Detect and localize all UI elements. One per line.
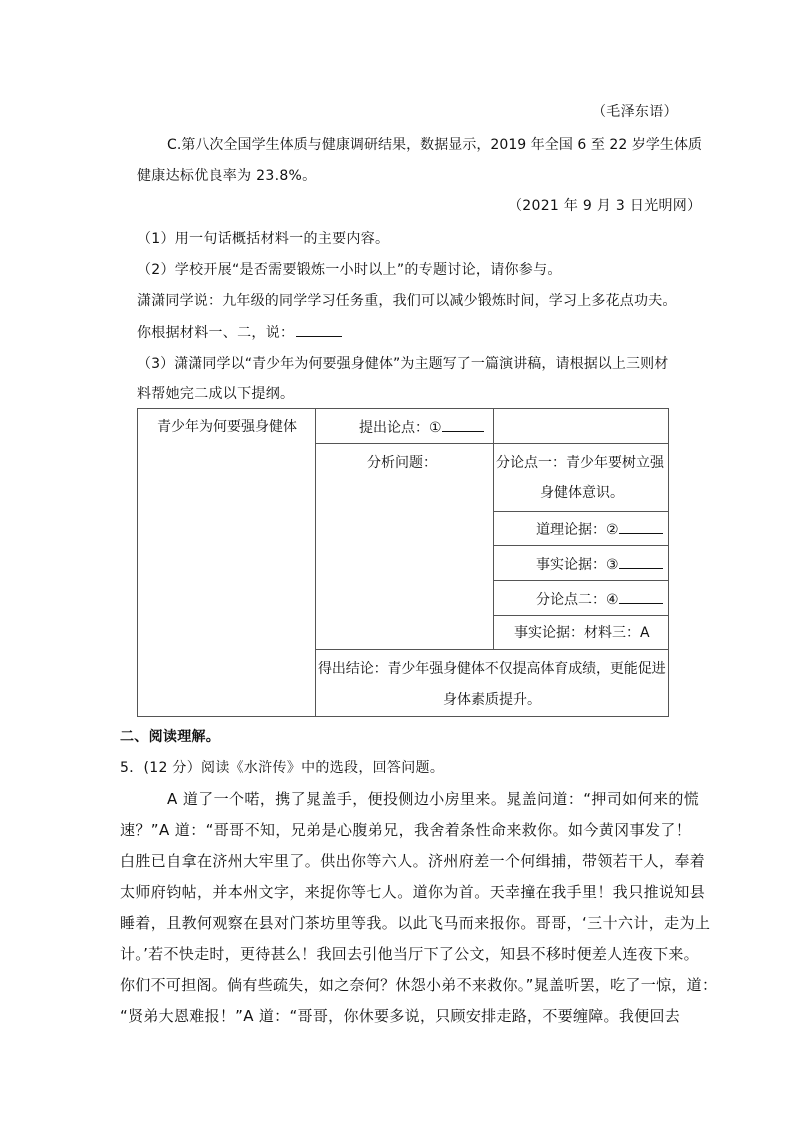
fact-blank[interactable]: [619, 554, 663, 569]
question-3-line2: 料帮她完二成以下提纲。: [137, 386, 295, 402]
fact-label: 事实论据：③: [536, 557, 619, 573]
reason-label: 道理论据：②: [536, 522, 619, 538]
fact-cell: [536, 554, 663, 575]
passage-line: 速？”A 道：“哥哥不知，兄弟是心腹弟兄，我舍着条性命来救你。如今黄冈事发了！: [120, 821, 692, 839]
passage-line: 白胜已自拿在济州大牢里了。供出你等六人。济州府差一个何缉捕，带领若干人，奉着: [120, 852, 706, 870]
question-2-prompt: [137, 322, 342, 343]
passage-line: A 道了一个喏，携了晁盖手，便投侧边小房里来。晁盖问道：“押司如何来的慌: [167, 790, 700, 808]
sub-point-2-blank[interactable]: [619, 589, 663, 604]
table-divider: [493, 615, 668, 616]
fact-2-label: 事实论据：材料三：A: [514, 625, 650, 641]
passage-line: 你们不可担阁。倘有些疏失，如之奈何？休怨小弟不来救你。”晁盖听罢，吃了一惊，道：: [120, 976, 718, 994]
table-divider: [315, 649, 668, 650]
table-divider: [493, 511, 668, 512]
conclusion-line1: 得出结论：青少年强身健体不仅提高体育成绩，更能促进: [318, 661, 666, 677]
outline-table: [137, 408, 669, 717]
material-c-line2: 健康达标优良率为 23.8%。: [137, 168, 317, 184]
thesis-label: 提出论点：①: [359, 420, 442, 436]
thesis-blank[interactable]: [442, 417, 484, 432]
reason-cell: [536, 519, 663, 540]
passage-line: 太师府钧帖，并本州文字，来捉你等七人。道你为首。天幸撞在我手里！我只推说知县: [120, 883, 706, 901]
table-divider: [493, 409, 494, 649]
outline-topic: 青少年为何要强身健体: [157, 419, 297, 435]
passage-line: “贤弟大恩难报！”A 道：“哥哥，你休要多说，只顾安排走路，不要缠障。我便回去: [120, 1007, 681, 1025]
sub-point-1-line1: 分论点一：青少年要树立强: [496, 455, 664, 471]
passage-line: 睡着，且教何观察在县对门茶坊里等我。以此飞马而来报你。哥哥，‘三十六计，走为上: [120, 914, 711, 932]
material-c-line1: C.第八次全国学生体质与健康调研结果，数据显示，2019 年全国 6 至 22 岁学生体质: [167, 137, 703, 153]
table-divider: [315, 409, 316, 716]
table-divider: [315, 443, 668, 444]
conclusion-line2: 身体素质提升。: [443, 692, 541, 708]
question-2-statement: 潇潇同学说：九年级的同学学习任务重，我们可以减少锻炼时间，学习上多花点功夫。: [137, 293, 677, 309]
passage-line: 计。’若不快走时，更待甚么！我回去引他当厅下了公文，知县不移时便差人连夜下来。: [120, 945, 699, 963]
reason-blank[interactable]: [619, 519, 663, 534]
source-gmw: （2021 年 9 月 3 日光明网）: [508, 198, 702, 214]
question-1: （1）用一句话概括材料一的主要内容。: [137, 231, 390, 247]
answer-blank[interactable]: [296, 322, 342, 337]
table-divider: [493, 580, 668, 581]
sub-point-2-label: 分论点二：④: [536, 592, 619, 608]
table-divider: [493, 545, 668, 546]
source-mao: （毛泽东语）: [592, 104, 678, 120]
sub-point-2-cell: [536, 589, 663, 610]
question-2: （2）学校开展“是否需要锻炼一小时以上”的专题讨论，请你参与。: [137, 262, 562, 278]
question-2-prompt-text: 你根据材料一、二，说：: [137, 325, 295, 341]
question-5: 5．(12 分）阅读《水浒传》中的选段，回答问题。: [120, 760, 445, 776]
section-heading: 二、阅读理解。: [120, 729, 221, 745]
sub-point-1-line2: 身健体意识。: [540, 485, 624, 501]
question-3-line1: （3）潇潇同学以“青少年为何要强身健体”为主题写了一篇演讲稿，请根据以上三则材: [137, 356, 669, 372]
analysis-label: 分析问题：: [367, 455, 437, 471]
thesis-cell: [359, 417, 484, 438]
